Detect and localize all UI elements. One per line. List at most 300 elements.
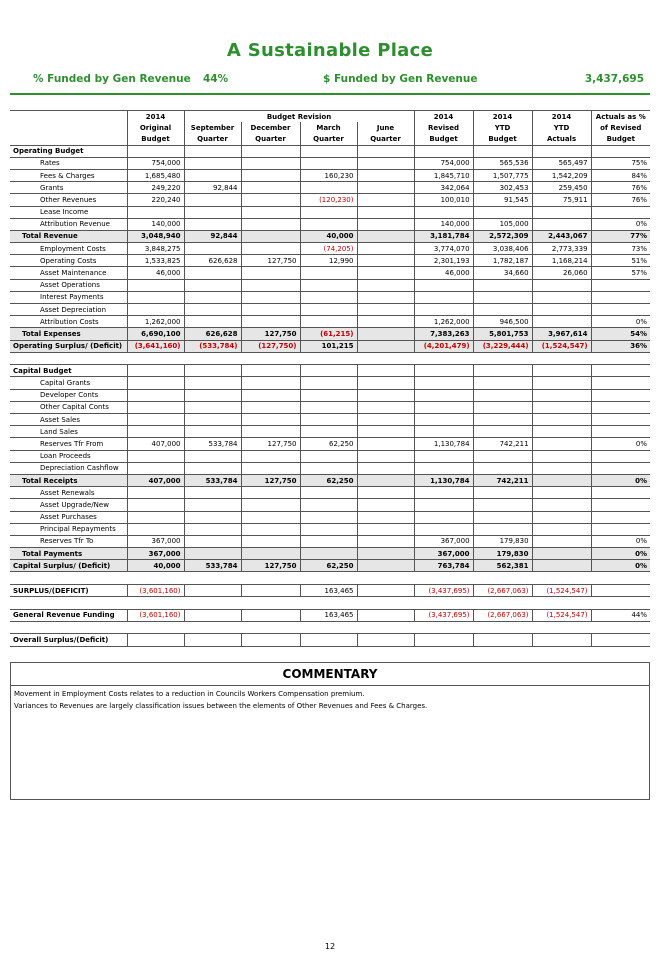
value-cell — [184, 401, 241, 413]
value-cell — [300, 267, 357, 279]
value-cell: 54% — [591, 328, 650, 340]
row-label: SURPLUS/(DEFICIT) — [10, 584, 127, 596]
value-cell: 249,220 — [127, 182, 184, 194]
value-cell — [184, 377, 241, 389]
value-cell: (3,229,444) — [473, 340, 532, 352]
row-label: General Revenue Funding — [10, 609, 127, 621]
value-cell — [414, 511, 473, 523]
value-cell: 367,000 — [127, 548, 184, 560]
value-cell — [300, 365, 357, 377]
value-cell — [127, 365, 184, 377]
value-cell — [127, 414, 184, 426]
value-cell: 742,211 — [473, 438, 532, 450]
value-cell — [357, 206, 414, 218]
value-cell — [241, 584, 300, 596]
value-cell — [127, 487, 184, 499]
value-cell — [300, 279, 357, 291]
value-cell: 0% — [591, 474, 650, 486]
value-cell: 77% — [591, 230, 650, 242]
value-cell: 62,250 — [300, 560, 357, 572]
value-cell: 7,383,263 — [414, 328, 473, 340]
value-cell: (1,524,547) — [532, 340, 591, 352]
value-cell — [357, 230, 414, 242]
value-cell — [591, 511, 650, 523]
header-row — [10, 122, 650, 133]
value-cell — [473, 401, 532, 413]
value-cell: 0% — [591, 438, 650, 450]
table-row — [10, 194, 650, 206]
row-label: Rates — [10, 157, 127, 169]
value-cell — [184, 194, 241, 206]
commentary-line: Variances to Revenues are largely classification issues between the elements of Other Revenues and Fees & Charges. — [14, 701, 428, 710]
value-cell — [532, 548, 591, 560]
value-cell — [414, 462, 473, 474]
value-cell — [300, 523, 357, 535]
value-cell — [184, 267, 241, 279]
value-cell — [357, 523, 414, 535]
row-label: Asset Upgrade/New — [10, 499, 127, 511]
value-cell — [300, 389, 357, 401]
value-cell — [184, 218, 241, 230]
row-label: Asset Maintenance — [10, 267, 127, 279]
value-cell — [532, 450, 591, 462]
value-cell — [184, 535, 241, 547]
value-cell: 0% — [591, 548, 650, 560]
column-header: 2014 — [473, 111, 532, 123]
value-cell: 5,801,753 — [473, 328, 532, 340]
value-cell: (4,201,479) — [414, 340, 473, 352]
section-heading: Capital Budget — [10, 365, 127, 377]
value-cell: 40,000 — [300, 230, 357, 242]
table-row — [10, 523, 650, 535]
value-cell — [414, 304, 473, 316]
value-cell — [414, 523, 473, 535]
value-cell — [532, 474, 591, 486]
value-cell — [300, 426, 357, 438]
value-cell: 946,500 — [473, 316, 532, 328]
value-cell — [184, 584, 241, 596]
value-cell: 84% — [591, 169, 650, 181]
value-cell: 533,784 — [184, 560, 241, 572]
table-row — [10, 291, 650, 303]
value-cell — [357, 535, 414, 547]
value-cell — [300, 414, 357, 426]
commentary-line: Movement in Employment Costs relates to a reduction in Councils Workers Compensation premium. — [14, 690, 365, 698]
row-label: Overall Surplus/(Deficit) — [10, 634, 127, 646]
value-cell — [357, 487, 414, 499]
total-row — [10, 548, 650, 560]
value-cell — [532, 523, 591, 535]
column-header: Quarter — [184, 133, 241, 145]
value-cell: 367,000 — [127, 535, 184, 547]
value-cell — [414, 450, 473, 462]
value-cell — [473, 365, 532, 377]
value-cell — [127, 511, 184, 523]
value-cell: 754,000 — [127, 157, 184, 169]
header-row — [10, 111, 650, 123]
value-cell — [127, 291, 184, 303]
value-cell: (74,205) — [300, 243, 357, 255]
pct-funded-label: % Funded by Gen Revenue — [33, 73, 191, 85]
value-cell — [357, 157, 414, 169]
value-cell — [532, 487, 591, 499]
value-cell — [300, 401, 357, 413]
value-cell — [357, 243, 414, 255]
value-cell: 34,660 — [473, 267, 532, 279]
value-cell — [184, 414, 241, 426]
value-cell: 1,542,209 — [532, 169, 591, 181]
value-cell: 75% — [591, 157, 650, 169]
value-cell — [241, 487, 300, 499]
table-row — [10, 535, 650, 547]
value-cell — [184, 316, 241, 328]
value-cell — [591, 414, 650, 426]
value-cell: 2,773,339 — [532, 243, 591, 255]
value-cell — [357, 328, 414, 340]
value-cell — [184, 206, 241, 218]
value-cell — [532, 535, 591, 547]
value-cell: 3,038,406 — [473, 243, 532, 255]
value-cell — [532, 206, 591, 218]
dollar-funded-label: $ Funded by Gen Revenue — [323, 73, 478, 85]
value-cell — [241, 535, 300, 547]
value-cell — [357, 291, 414, 303]
value-cell — [473, 206, 532, 218]
value-cell: 763,784 — [414, 560, 473, 572]
column-header: Budget — [414, 133, 473, 145]
row-label: Asset Sales — [10, 414, 127, 426]
value-cell: 2,443,067 — [532, 230, 591, 242]
value-cell — [184, 450, 241, 462]
value-cell — [127, 450, 184, 462]
value-cell — [357, 414, 414, 426]
value-cell — [300, 218, 357, 230]
value-cell — [473, 487, 532, 499]
value-cell — [473, 414, 532, 426]
value-cell — [414, 279, 473, 291]
value-cell — [184, 548, 241, 560]
value-cell — [241, 365, 300, 377]
value-cell — [184, 169, 241, 181]
value-cell — [414, 499, 473, 511]
value-cell — [127, 426, 184, 438]
value-cell — [300, 535, 357, 547]
value-cell — [532, 560, 591, 572]
value-cell: (127,750) — [241, 340, 300, 352]
value-cell — [591, 487, 650, 499]
value-cell — [532, 414, 591, 426]
value-cell — [127, 377, 184, 389]
value-cell: 3,048,940 — [127, 230, 184, 242]
value-cell: (3,641,160) — [127, 340, 184, 352]
table-row — [10, 218, 650, 230]
value-cell — [241, 291, 300, 303]
value-cell — [241, 230, 300, 242]
value-cell: 40,000 — [127, 560, 184, 572]
column-header: YTD — [473, 122, 532, 133]
total-row — [10, 474, 650, 486]
value-cell — [127, 523, 184, 535]
row-label: Total Payments — [10, 548, 127, 560]
value-cell: 220,240 — [127, 194, 184, 206]
value-cell — [473, 291, 532, 303]
value-cell — [357, 169, 414, 181]
value-cell: 302,453 — [473, 182, 532, 194]
value-cell — [357, 584, 414, 596]
value-cell — [414, 426, 473, 438]
value-cell — [241, 145, 300, 157]
value-cell — [357, 426, 414, 438]
value-cell — [591, 584, 650, 596]
row-label: Attribution Revenue — [10, 218, 127, 230]
value-cell — [414, 401, 473, 413]
value-cell — [241, 499, 300, 511]
commentary-title: COMMENTARY — [11, 663, 649, 686]
value-cell — [127, 206, 184, 218]
value-cell — [184, 609, 241, 621]
value-cell — [184, 304, 241, 316]
column-header: Revised — [414, 122, 473, 133]
total-row — [10, 230, 650, 242]
value-cell — [241, 304, 300, 316]
column-header: Budget — [127, 133, 184, 145]
value-cell: (533,784) — [184, 340, 241, 352]
value-cell: 46,000 — [414, 267, 473, 279]
row-label: Total Receipts — [10, 474, 127, 486]
value-cell — [357, 634, 414, 646]
value-cell — [300, 634, 357, 646]
spacer — [10, 621, 650, 634]
row-label: Reserves Tfr From — [10, 438, 127, 450]
value-cell: 3,967,614 — [532, 328, 591, 340]
value-cell — [184, 145, 241, 157]
row-label: Attribution Costs — [10, 316, 127, 328]
value-cell — [357, 499, 414, 511]
value-cell — [184, 487, 241, 499]
value-cell — [532, 218, 591, 230]
value-cell: (3,437,695) — [414, 609, 473, 621]
value-cell: 140,000 — [127, 218, 184, 230]
value-cell: 92,844 — [184, 182, 241, 194]
column-header: 2014 — [532, 111, 591, 123]
value-cell — [241, 157, 300, 169]
value-cell — [357, 609, 414, 621]
value-cell — [241, 206, 300, 218]
value-cell — [591, 426, 650, 438]
value-cell: 1,168,214 — [532, 255, 591, 267]
spacer-row — [10, 352, 650, 365]
commentary-box — [10, 662, 650, 800]
value-cell: 626,628 — [184, 328, 241, 340]
column-header: Quarter — [357, 133, 414, 145]
value-cell: 1,130,784 — [414, 474, 473, 486]
value-cell — [184, 511, 241, 523]
value-cell — [300, 206, 357, 218]
table-row — [10, 279, 650, 291]
row-label: Asset Operations — [10, 279, 127, 291]
value-cell: 2,572,309 — [473, 230, 532, 242]
value-cell — [127, 304, 184, 316]
value-cell — [241, 609, 300, 621]
column-header: of Revised — [591, 122, 650, 133]
table-row — [10, 377, 650, 389]
value-cell — [357, 218, 414, 230]
value-cell — [591, 377, 650, 389]
value-cell — [414, 291, 473, 303]
value-cell — [241, 169, 300, 181]
value-cell — [300, 145, 357, 157]
table-row — [10, 499, 650, 511]
value-cell — [473, 377, 532, 389]
value-cell — [414, 389, 473, 401]
row-label: Capital Grants — [10, 377, 127, 389]
spacer-row — [10, 621, 650, 634]
value-cell — [184, 279, 241, 291]
table-row — [10, 414, 650, 426]
value-cell: 407,000 — [127, 474, 184, 486]
summary-row — [10, 584, 650, 596]
value-cell — [184, 523, 241, 535]
value-cell — [127, 401, 184, 413]
table-row — [10, 182, 650, 194]
summary-row — [10, 609, 650, 621]
row-label: Depreciation Cashflow — [10, 462, 127, 474]
value-cell: 1,130,784 — [414, 438, 473, 450]
value-cell — [414, 377, 473, 389]
page-title: A Sustainable Place — [226, 40, 434, 61]
value-cell: (2,667,063) — [473, 609, 532, 621]
value-cell — [357, 182, 414, 194]
value-cell — [591, 279, 650, 291]
page-number: 12 — [324, 942, 336, 951]
value-cell — [241, 523, 300, 535]
value-cell — [532, 145, 591, 157]
value-cell — [591, 389, 650, 401]
value-cell — [184, 634, 241, 646]
value-cell — [591, 206, 650, 218]
value-cell: (3,437,695) — [414, 584, 473, 596]
value-cell — [473, 389, 532, 401]
value-cell — [184, 243, 241, 255]
value-cell — [532, 499, 591, 511]
value-cell — [184, 157, 241, 169]
value-cell: 6,690,100 — [127, 328, 184, 340]
row-label: Operating Surplus/ (Deficit) — [10, 340, 127, 352]
value-cell: (3,601,160) — [127, 584, 184, 596]
value-cell: 160,230 — [300, 169, 357, 181]
pct-funded-value: 44% — [203, 73, 229, 85]
value-cell — [357, 316, 414, 328]
value-cell — [414, 414, 473, 426]
value-cell: 0% — [591, 218, 650, 230]
section-heading-row — [10, 365, 650, 377]
value-cell — [591, 291, 650, 303]
value-cell — [591, 450, 650, 462]
value-cell: 342,064 — [414, 182, 473, 194]
value-cell: 140,000 — [414, 218, 473, 230]
value-cell — [241, 450, 300, 462]
value-cell: 0% — [591, 316, 650, 328]
section-heading: Operating Budget — [10, 145, 127, 157]
column-header: Quarter — [300, 133, 357, 145]
value-cell: 73% — [591, 243, 650, 255]
value-cell — [473, 523, 532, 535]
value-cell: 3,848,275 — [127, 243, 184, 255]
value-cell — [241, 182, 300, 194]
column-header: Budget — [473, 133, 532, 145]
table-row — [10, 511, 650, 523]
value-cell — [357, 401, 414, 413]
column-header: Actuals as % — [591, 111, 650, 123]
row-label: Lease Income — [10, 206, 127, 218]
header-row — [10, 133, 650, 145]
value-cell — [300, 182, 357, 194]
value-cell — [300, 316, 357, 328]
value-cell — [532, 511, 591, 523]
value-cell: 57% — [591, 267, 650, 279]
value-cell: 179,830 — [473, 548, 532, 560]
value-cell: 179,830 — [473, 535, 532, 547]
row-label: Asset Renewals — [10, 487, 127, 499]
value-cell — [357, 145, 414, 157]
banner-divider — [10, 93, 650, 95]
value-cell — [127, 499, 184, 511]
value-cell: (120,230) — [300, 194, 357, 206]
value-cell: 12,990 — [300, 255, 357, 267]
value-cell: (1,524,547) — [532, 584, 591, 596]
value-cell — [184, 365, 241, 377]
value-cell: 367,000 — [414, 535, 473, 547]
value-cell — [357, 255, 414, 267]
value-cell — [591, 365, 650, 377]
value-cell: 163,465 — [300, 609, 357, 621]
row-label: Developer Conts — [10, 389, 127, 401]
value-cell — [241, 279, 300, 291]
value-cell: 742,211 — [473, 474, 532, 486]
value-cell — [300, 157, 357, 169]
value-cell — [241, 267, 300, 279]
row-label: Capital Surplus/ (Deficit) — [10, 560, 127, 572]
value-cell — [241, 389, 300, 401]
value-cell: 26,060 — [532, 267, 591, 279]
value-cell — [357, 450, 414, 462]
value-cell — [591, 523, 650, 535]
spacer — [10, 352, 650, 365]
value-cell: 259,450 — [532, 182, 591, 194]
value-cell — [241, 316, 300, 328]
value-cell: 1,782,187 — [473, 255, 532, 267]
value-cell — [357, 365, 414, 377]
row-label: Fees & Charges — [10, 169, 127, 181]
value-cell: 3,181,784 — [414, 230, 473, 242]
column-header: June — [357, 122, 414, 133]
value-cell — [532, 365, 591, 377]
value-cell — [241, 462, 300, 474]
value-cell — [532, 401, 591, 413]
value-cell — [300, 487, 357, 499]
value-cell: (1,524,547) — [532, 609, 591, 621]
value-cell — [241, 377, 300, 389]
column-header: 2014 — [127, 111, 184, 123]
value-cell — [127, 634, 184, 646]
column-header: September — [184, 122, 241, 133]
value-cell — [532, 377, 591, 389]
value-cell — [591, 304, 650, 316]
column-header: YTD — [532, 122, 591, 133]
value-cell: 44% — [591, 609, 650, 621]
value-cell: 1,845,710 — [414, 169, 473, 181]
table-row — [10, 255, 650, 267]
